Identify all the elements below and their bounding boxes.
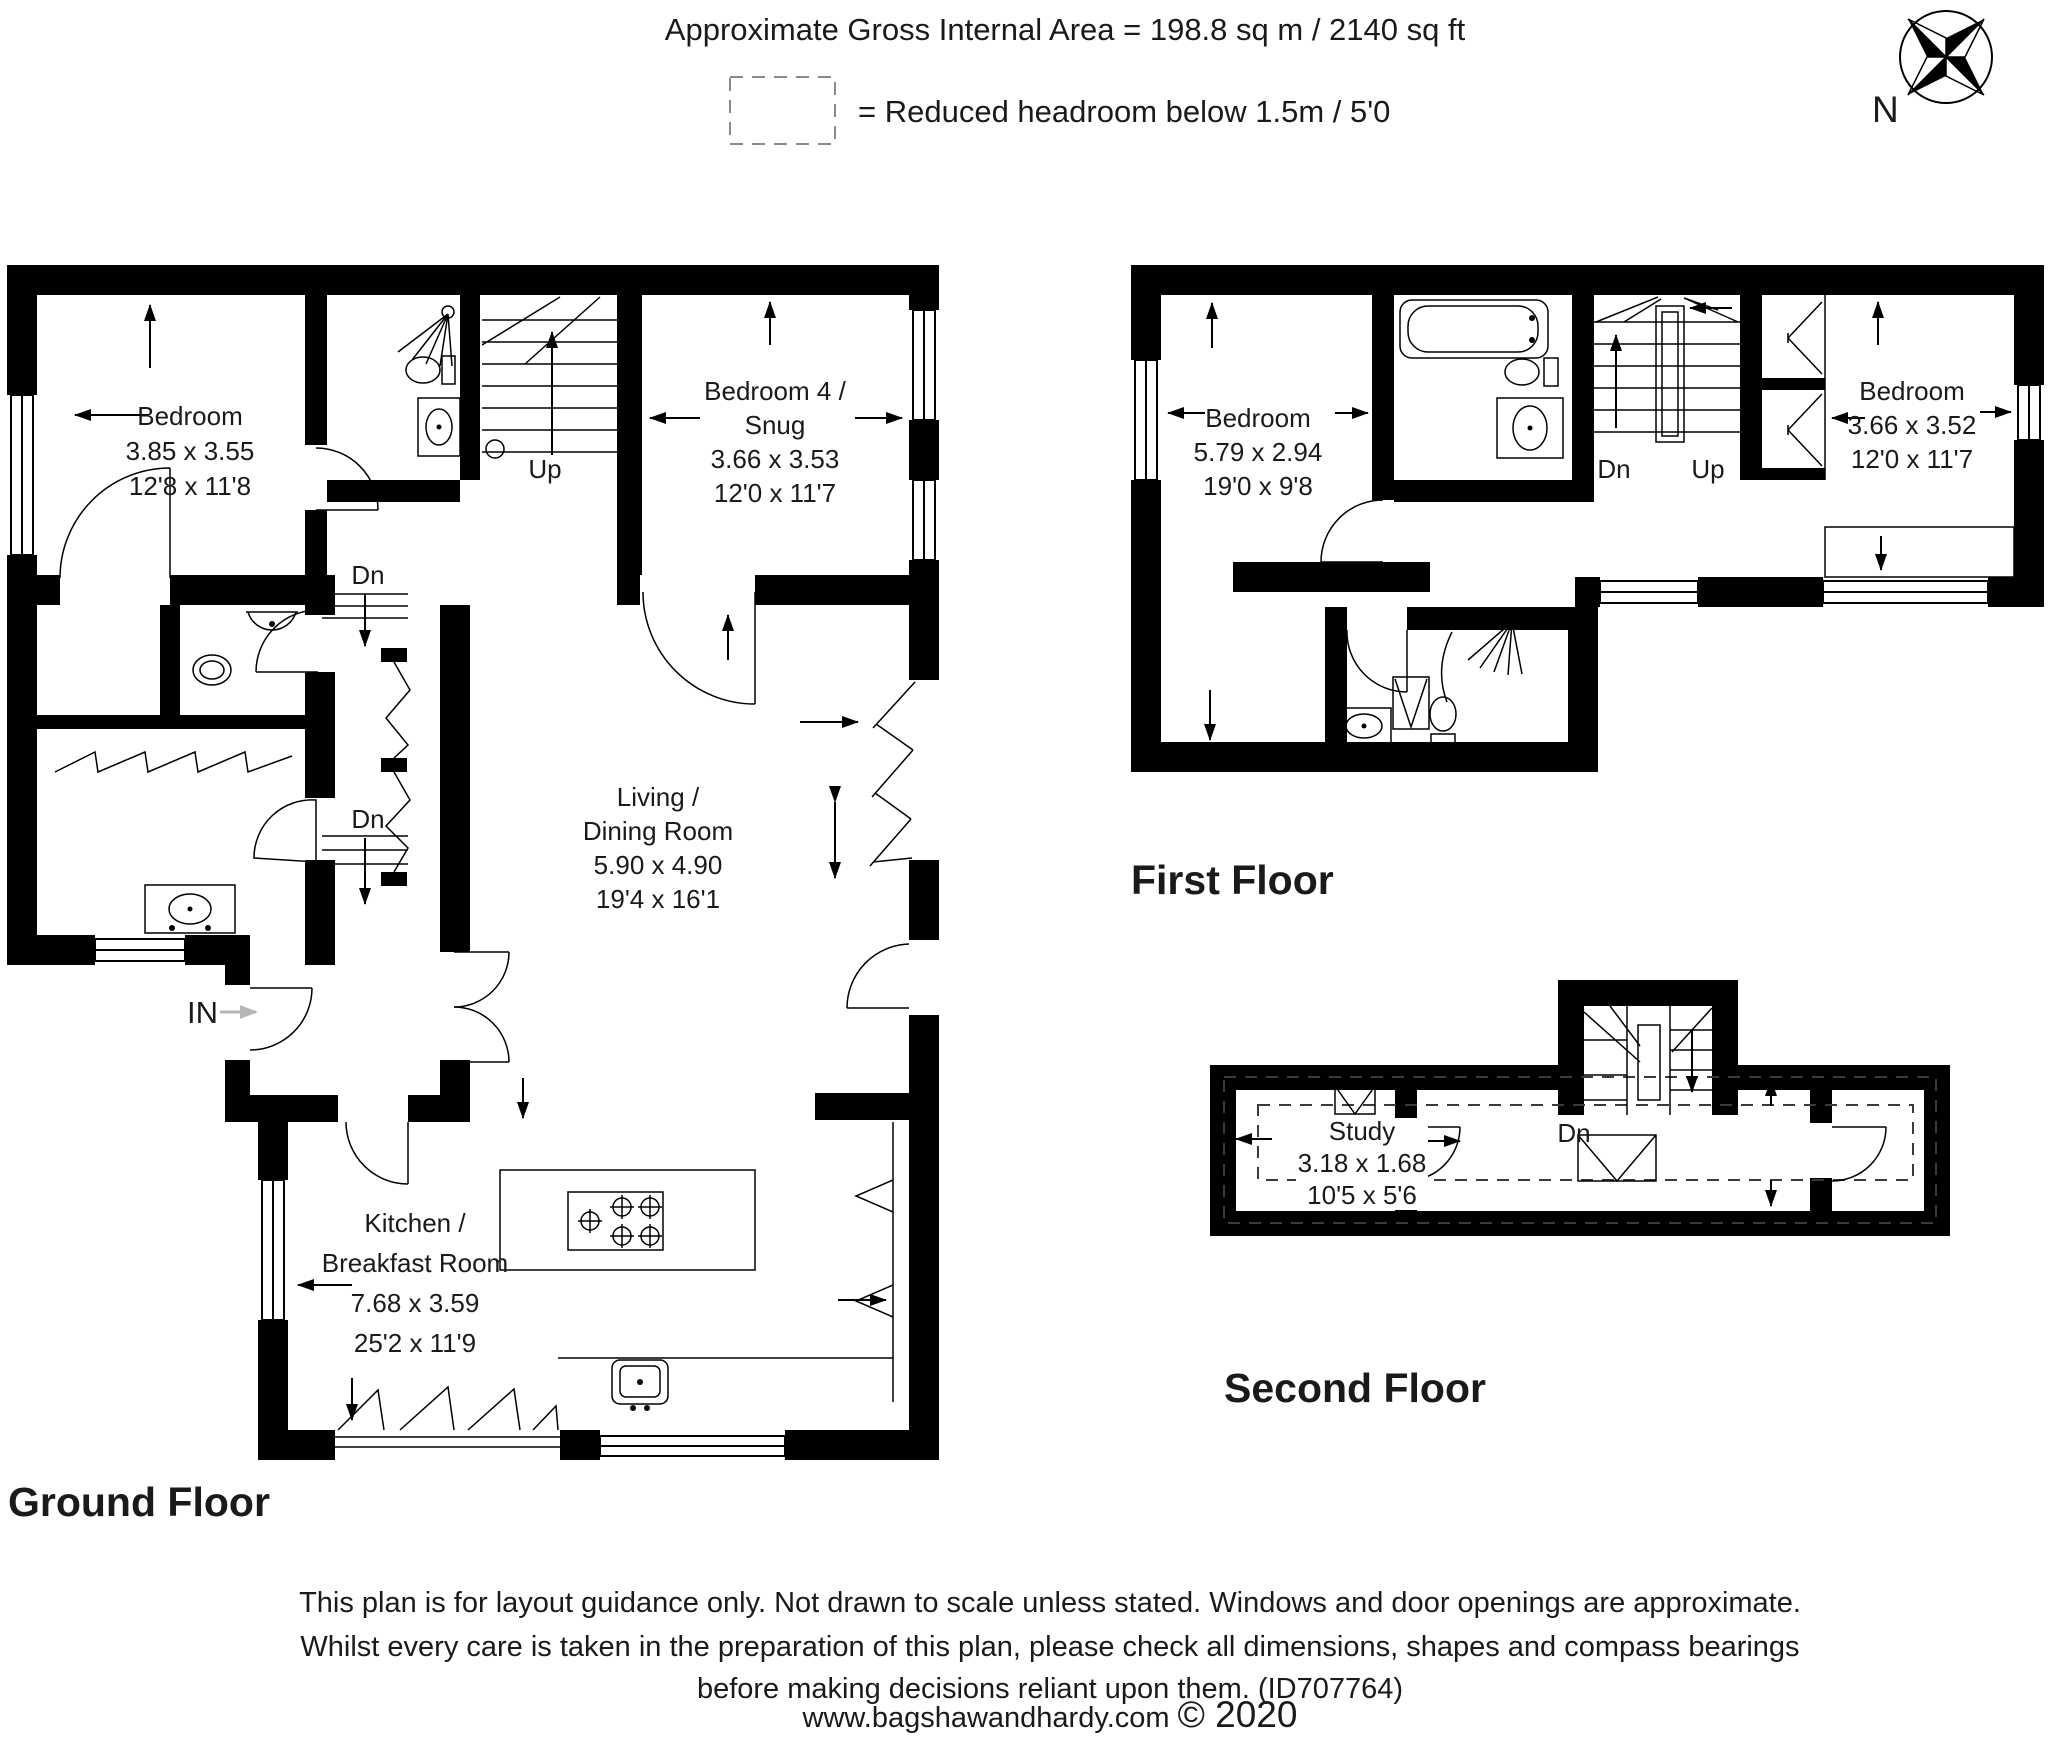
copyright-label: © 2020 <box>1177 1694 1298 1735</box>
ground-bedroom1-imperial: 12'8 x 11'8 <box>128 471 252 501</box>
first-bedroom-right-imperial: 12'0 x 11'7 <box>1850 444 1974 474</box>
ground-bedroom4-name2: Snug <box>744 410 806 440</box>
window <box>1131 360 1161 480</box>
second-stairs-dn-label: Dn <box>1557 1118 1591 1148</box>
sink-icon <box>418 398 460 456</box>
ground-doors <box>60 448 909 1184</box>
ground-bedroom1-name: Bedroom <box>137 401 243 431</box>
window <box>2014 385 2044 440</box>
door-arc <box>346 1122 408 1184</box>
ground-stairs-up-label: Up <box>528 454 562 484</box>
first-stairs-up-label: Up <box>1691 454 1725 484</box>
ground-bedroom4-metric: 3.66 x 3.53 <box>710 444 840 474</box>
sink-icon <box>1497 398 1563 458</box>
door-arc <box>643 592 755 704</box>
door-arc <box>1347 630 1407 692</box>
second-labels <box>1224 1116 1591 1411</box>
ground-living-name2: Dining Room <box>582 816 734 846</box>
gross-area-label: Approximate Gross Internal Area = 198.8 sq m / 2140 sq ft <box>664 12 1466 47</box>
second-study-imperial: 10'5 x 5'6 <box>1307 1180 1417 1210</box>
ground-floor-title: Ground Floor <box>8 1479 270 1525</box>
ground-stairs-up <box>482 297 617 458</box>
door-arc <box>254 800 316 862</box>
first-bedroom-right-name: Bedroom <box>1859 376 1965 406</box>
toilet-icon <box>1505 358 1558 386</box>
window <box>258 1180 288 1320</box>
window <box>95 935 185 965</box>
ground-living-imperial: 19'4 x 16'1 <box>595 884 721 914</box>
first-fixtures <box>1337 300 1563 744</box>
window <box>1600 577 1698 607</box>
reduced-headroom-legend-label: = Reduced headroom below 1.5m / 5'0 <box>858 94 1391 129</box>
bifold-door-opening <box>870 682 915 866</box>
ground-living-name1: Living / <box>616 782 700 812</box>
bathtub-icon <box>1400 300 1548 358</box>
ground-bedroom4-imperial: 12'0 x 11'7 <box>713 478 837 508</box>
toilet-icon <box>193 655 231 685</box>
toilet-icon <box>1430 697 1456 744</box>
built-in-wardrobe <box>1825 527 2014 577</box>
second-floor-plan <box>1210 980 1950 1411</box>
hob-icon <box>568 1192 663 1250</box>
second-study-name: Study <box>1328 1116 1396 1146</box>
front-door-arc <box>250 988 312 1050</box>
ground-living-metric: 5.90 x 4.90 <box>593 850 723 880</box>
entrance-in-label: IN <box>187 995 218 1030</box>
kitchen-counter <box>558 1122 893 1402</box>
ground-dn-upper-label: Dn <box>351 560 385 590</box>
first-bedroom-right-metric: 3.66 x 3.52 <box>1847 410 1977 440</box>
sink-icon <box>246 612 298 630</box>
ground-kitchen-metric: 7.68 x 3.59 <box>350 1288 480 1318</box>
window <box>600 1430 785 1460</box>
window <box>7 395 37 555</box>
first-floor-plan <box>1131 265 2044 903</box>
first-floor-title: First Floor <box>1131 857 1334 903</box>
towel-rail-icon <box>1393 677 1429 729</box>
disclaimer-line3: before making decisions reliant upon them. (ID707764) <box>696 1673 1404 1705</box>
compass-north-label: N <box>1872 89 1899 130</box>
bifold-door-opening <box>335 1387 560 1447</box>
first-stairs <box>1594 297 1740 442</box>
first-bedroom-left-metric: 5.79 x 2.94 <box>1193 437 1323 467</box>
first-labels <box>1131 376 1976 903</box>
double-door-arc <box>454 952 509 1062</box>
first-bedroom-left-imperial: 19'0 x 9'8 <box>1203 471 1313 501</box>
disclaimer-line2: Whilst every care is taken in the preparation of this plan, please check all dimensions, shapes and compass bearings <box>300 1631 1800 1663</box>
first-bedroom-left-name: Bedroom <box>1205 403 1311 433</box>
first-walls <box>1131 265 2044 772</box>
ground-kitchen-name1: Kitchen / <box>364 1208 466 1238</box>
reduced-headroom-legend-box <box>730 77 835 144</box>
first-stairs-dn-label: Dn <box>1597 454 1631 484</box>
door-arc <box>1321 500 1383 562</box>
door-arc <box>847 944 909 1008</box>
ground-bedroom1-metric: 3.85 x 3.55 <box>125 436 255 466</box>
sloped-ceiling-line <box>55 752 292 772</box>
website-label: www.bagshawandhardy.com <box>802 1702 1178 1734</box>
compass-rose-icon <box>1872 11 1992 130</box>
ground-kitchen-name2: Breakfast Room <box>321 1248 509 1278</box>
ground-floor-plan <box>7 265 939 1525</box>
sink-icon <box>145 885 235 933</box>
disclaimer-line1: This plan is for layout guidance only. Not drawn to scale unless stated. Windows and door openings are approximate. <box>299 1587 1801 1619</box>
footer-disclaimer <box>299 1587 1801 1735</box>
second-floor-title: Second Floor <box>1224 1365 1486 1411</box>
ground-dn-lower-label: Dn <box>351 804 385 834</box>
ground-bedroom4-name1: Bedroom 4 / <box>704 376 846 406</box>
kitchen-sink-icon <box>612 1360 668 1411</box>
kitchen-island <box>500 1170 755 1270</box>
door-arc <box>1832 1127 1886 1181</box>
second-stairs <box>1584 1006 1712 1115</box>
header <box>665 12 1466 144</box>
window <box>1823 577 1988 607</box>
second-study-metric: 3.18 x 1.68 <box>1297 1148 1427 1178</box>
ground-kitchen-imperial: 25'2 x 11'9 <box>353 1328 477 1358</box>
toilet-icon <box>406 356 455 384</box>
door-arc <box>256 610 318 672</box>
